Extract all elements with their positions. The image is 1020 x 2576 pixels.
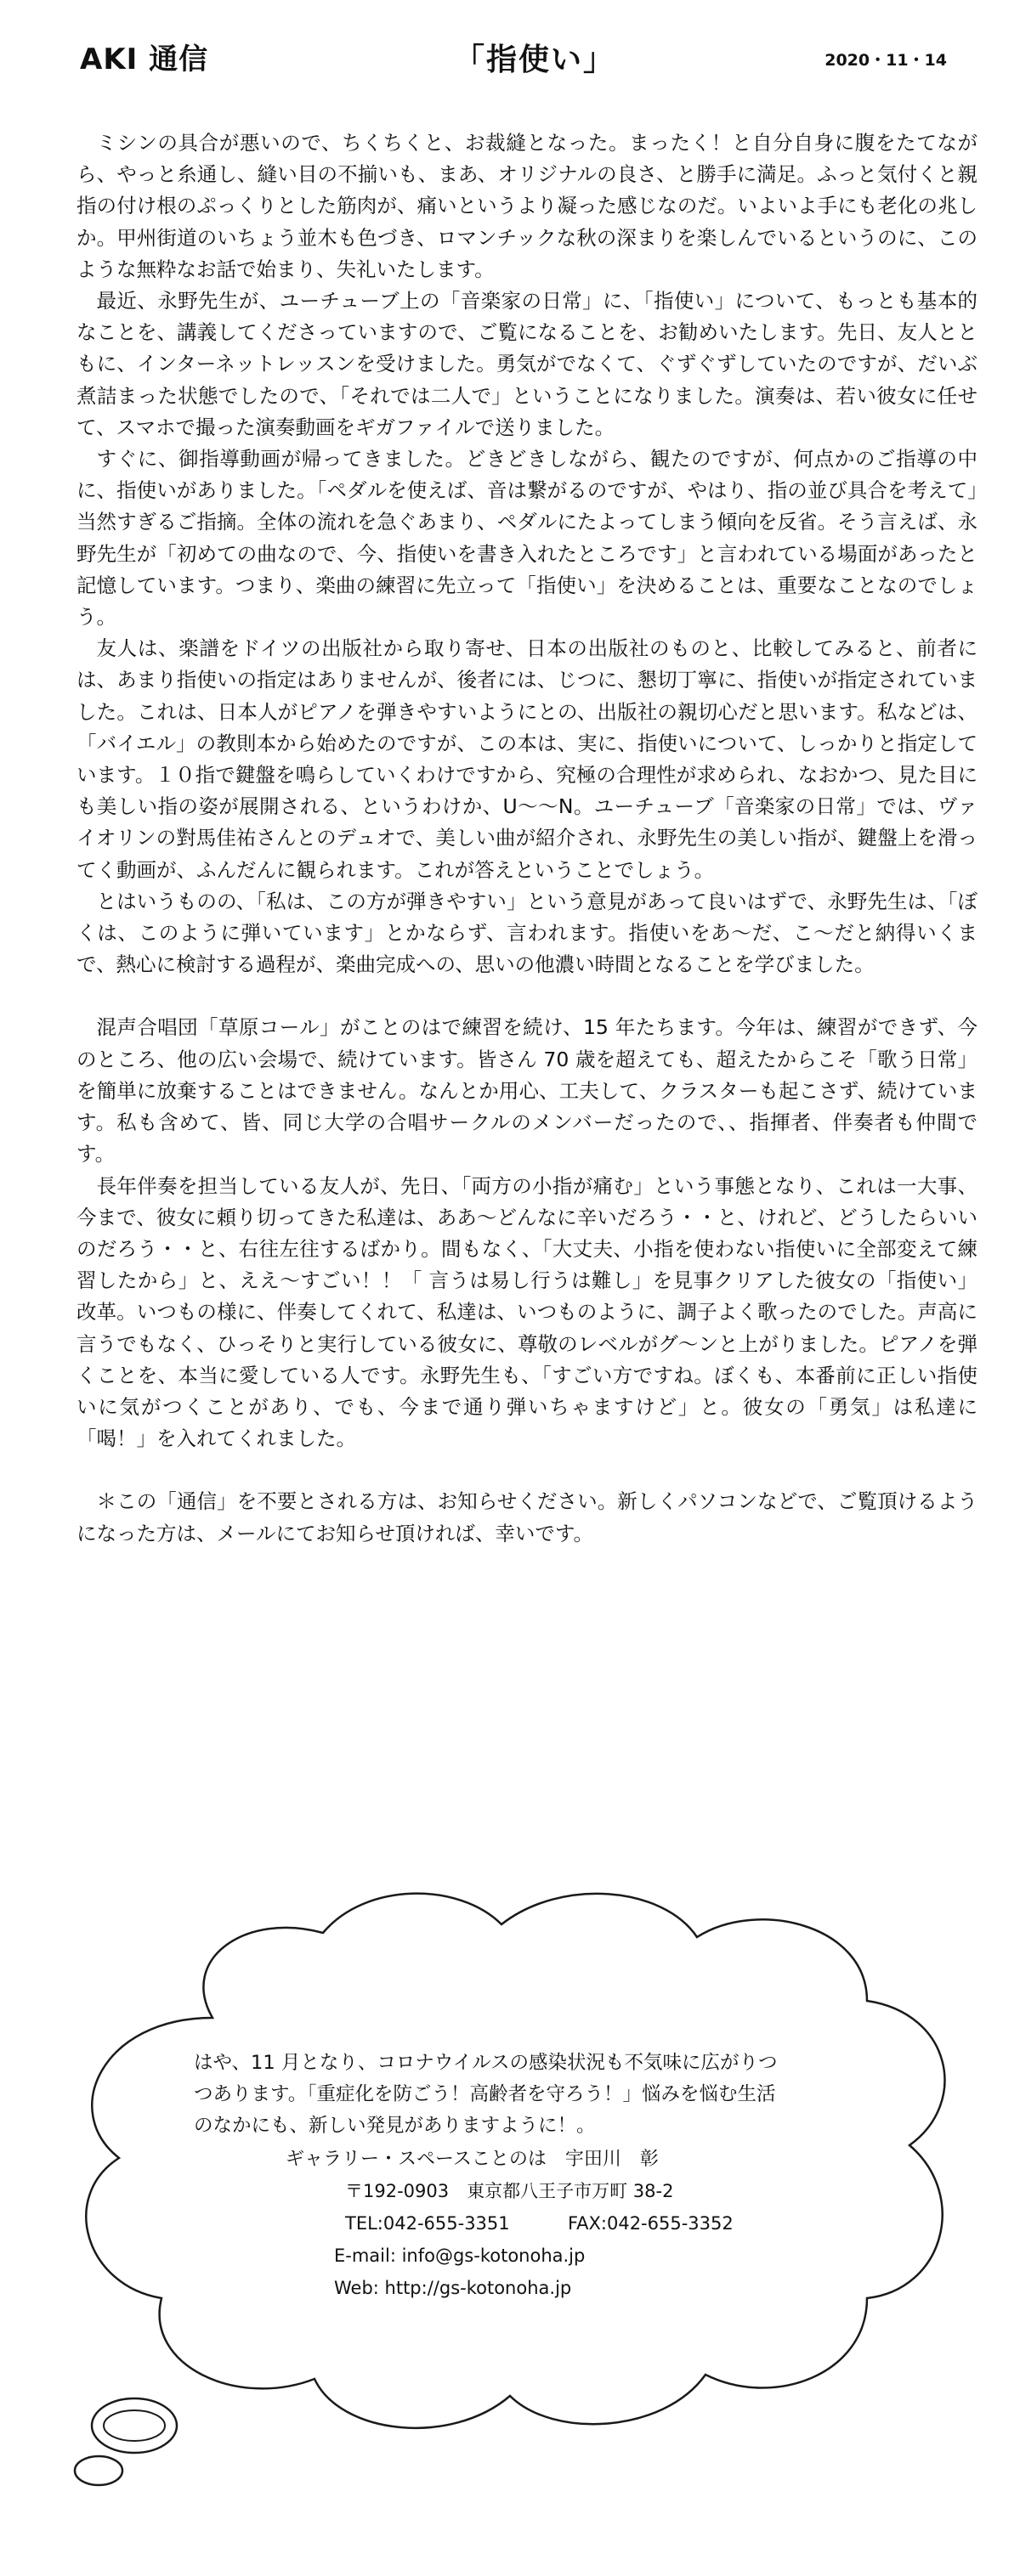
paragraph-notice: ＊この「通信」を不要とされる方は、お知らせください。新しくパソコンなどで、ご覧頂けるようになった方は、メールにてお知らせ頂ければ、幸いです。 bbox=[76, 1489, 978, 1545]
paragraph-preference: とはいうものの、「私は、この方が弾きやすい」という意見があって良いはずで、永野先生は、「ぼくは、このように弾いています」とかならず、言われます。指使いをあ〜だ、こ〜だと納得いくまで、熱心に検討する過程が、楽曲完成への、思いの他濃い時間となることを学びました。 bbox=[76, 889, 978, 977]
postal-address: 〒192-0903 東京都八王子市万町 38-2 bbox=[345, 2181, 674, 2201]
tiny-cloud-bubble bbox=[75, 2456, 122, 2485]
issue-date: 2020・11・14 bbox=[824, 51, 947, 70]
article-body bbox=[76, 127, 978, 1550]
website-url[interactable]: Web: http://gs-kotonoha.jp bbox=[334, 2278, 572, 2298]
header bbox=[80, 36, 947, 87]
page-title: 「指使い」 bbox=[454, 42, 616, 77]
organization-name: ギャラリー・スペースことのは 宇田川 彰 bbox=[286, 2149, 659, 2170]
section-gap bbox=[76, 980, 978, 1012]
contact-block bbox=[194, 2144, 780, 2305]
paragraph-publishers: 友人は、楽譜をドイツの出版社から取り寄せ、日本の出版社のものと、比較してみると、前者には、あまり指使いの指定はありませんが、後者には、じつに、懇切丁寧に、指使いが指定されていました。これは、日本人がピアノを弾きやすいようにとの、出版社の親切心だと思います。私などは、「バイエル」の教則本から始めたのですが、この本は、実に、指使いについて、しっかりと指定しています。１０指で鍵盤を鳴らしていくわけですから、究極の合理性が求められ、なおかつ、見た目にも美しい指の姿が展開される、というわけか、U〜〜N。ユーチューブ「音楽家の日常」では、ヴァイオリンの對馬佳祐さんとのデュオで、美しい曲が紹介され、永野先生の美しい指が、鍵盤上を滑ってく動画が、ふんだんに観られます。これが答えということでしょう。 bbox=[76, 636, 978, 882]
paragraph-accompanist: 長年伴奏を担当している友人が、先日、「両方の小指が痛む」という事態となり、これは一大事、今まで、彼女に頼り切ってきた私達は、ああ〜どんなに辛いだろう・・と、けれど、どうしたらいいのだろう・・と、右往左往するばかり。間もなく、「大丈夫、小指を使わない指使いに全部変えて練習したから」と、ええ〜すごい！！「 言うは易し行うは難し」を見事クリアした彼女の「指使い」改革。いつもの様に、伴奏してくれて、私達は、いつものように、調子よく歌ったのでした。声高に言うでもなく、ひっそりと実行している彼女に、尊敬のレベルがグ〜ンと上がりました。ピアノを弾くことを、本当に愛している人です。永野先生も、「すごい方ですね。ぼくも、本番前に正しい指使いに気がつくことがあり、でも、今まで通り弾いちゃますけど」と。彼女の「勇気」は私達に「喝！」を入れてくれました。 bbox=[76, 1173, 978, 1451]
paragraph-feedback: すぐに、御指導動画が帰ってきました。どきどきしながら、観たのですが、何点かのご指導の中に、指使いがありました。「ペダルを使えば、音は繋がるのですが、やはり、指の並び具合を考えて」当然すぎるご指摘。全体の流れを急ぐあまり、ペダルにたよってしまう傾向を反省。そう言えば、永野先生が「初めての曲なので、今、指使いを書き入れたところです」と言われている場面があったと記憶しています。つまり、楽曲の練習に先立って「指使い」を決めることは、重要なことなのでしょう。 bbox=[76, 447, 978, 630]
seasonal-message: はや、11 月となり、コロナウイルスの感染状況も不気味に広がりつつあります。「重症化を防ごう！高齢者を守ろう！」悩みを悩む生活のなかにも、新しい発見がありますように！。 bbox=[194, 2052, 778, 2137]
fax-number: FAX:042-655-3352 bbox=[568, 2213, 734, 2234]
cloud-content bbox=[194, 2048, 780, 2305]
masthead: AKI 通信 bbox=[80, 42, 209, 76]
section-gap bbox=[76, 1455, 978, 1486]
paragraph-lesson: 最近、永野先生が、ユーチューブ上の「音楽家の日常」に、「指使い」について、もっとも基本的なことを、講義してくださっていますので、ご覧になることを、お勧めいたします。先日、友人とともに、インターネットレッスンを受けました。勇気がでなくて、ぐずぐずしていたのですが、だいぶ煮詰まった状態でしたので、「それでは二人で」ということになりました。演奏は、若い彼女に任せて、スマホで撮った演奏動画をギガファイルで送りました。 bbox=[76, 289, 978, 439]
contact-cloud bbox=[51, 1865, 978, 2494]
phone-number: TEL:042-655-3351 bbox=[345, 2213, 510, 2234]
paragraph-sewing: ミシンの具合が悪いので、ちくちくと、お裁縫となった。まったく！と自分自身に腹をたてながら、やっと糸通し、縫い目の不揃いも、まあ、オリジナルの良さ、と勝手に満足。ふっと気付くと親指の付け根のぷっくりとした筋肉が、痛いというより凝った感じなのだ。いよいよ手にも老化の兆しか。甲州街道のいちょう並木も色づき、ロマンチックな秋の深まりを楽しんでいるというのに、このような無粋なお話で始まり、失礼いたします。 bbox=[76, 131, 978, 281]
email-address[interactable]: E-mail: info@gs-kotonoha.jp bbox=[334, 2246, 586, 2266]
paragraph-choir: 混声合唱団「草原コール」がことのはで練習を続け、15 年たちます。今年は、練習ができず、今のところ、他の広い会場で、続けています。皆さん 70 歳を超えても、超えたからこそ「歌う日常」を簡単に放棄することはできません。なんとか用心、工夫して、クラスターも起こさず、続けています。私も含めて、皆、同じ大学の合唱サークルのメンバーだったので、、指揮者、伴奏者も仲間です。 bbox=[76, 1015, 978, 1167]
phone-fax-line bbox=[194, 2208, 780, 2240]
